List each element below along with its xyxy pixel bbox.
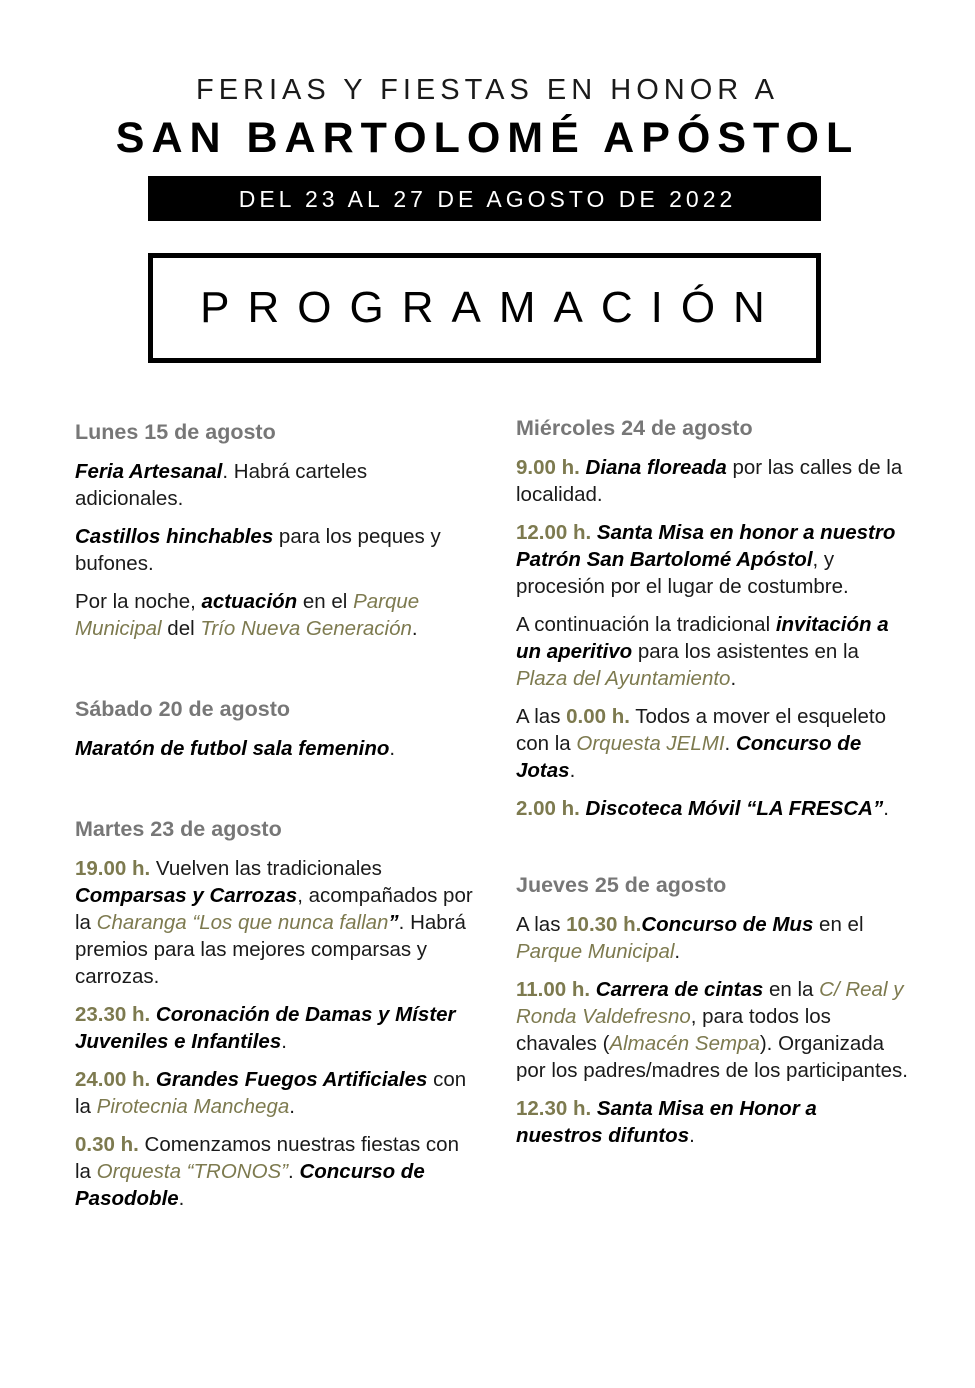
- day-heading-tuesday: Martes 23 de agosto: [75, 817, 282, 841]
- event-title: Concurso de Mus: [641, 913, 814, 936]
- event-actuacion: [75, 588, 475, 642]
- event-text: .: [411, 617, 418, 640]
- event-text: con la: [75, 1068, 467, 1118]
- event-time: 12.30 h.: [516, 1097, 592, 1120]
- event-text: A las: [516, 913, 567, 936]
- event-text: , acompañados por la: [75, 884, 473, 934]
- event-text: del: [161, 617, 201, 640]
- event-title: Discoteca Móvil “LA FRESCA”: [579, 797, 884, 820]
- event-text: . Habrá premios para las mejores comparsas y carrozas.: [75, 911, 466, 988]
- event-text: .: [178, 1187, 185, 1210]
- event-discoteca: [516, 795, 908, 822]
- event-aperitivo: [516, 611, 908, 692]
- event-diana: [516, 454, 908, 508]
- event-feria-artesanal: [75, 458, 475, 512]
- event-carrera-cintas: [516, 976, 908, 1084]
- event-text: en el: [297, 590, 354, 613]
- event-misa-difuntos: [516, 1095, 908, 1149]
- event-text: . Habrá carteles adicionales.: [75, 460, 368, 510]
- day-heading-saturday: Sábado 20 de agosto: [75, 697, 291, 721]
- page-title: SAN BARTOLOMÉ APÓSTOL: [115, 114, 860, 162]
- day-heading-wednesday: Miércoles 24 de agosto: [516, 416, 753, 440]
- event-text: Vuelven las tradicionales: [150, 857, 382, 880]
- event-text: en la: [763, 978, 820, 1001]
- event-performer: Orquesta “TRONOS”: [96, 1160, 289, 1183]
- event-text: ). Organizada por los padres/madres de los participantes.: [516, 1032, 908, 1082]
- event-performer: Orquesta JELMI: [576, 732, 725, 755]
- event-text: por las calles de la localidad.: [516, 456, 903, 506]
- event-time: 10.30 h.: [566, 913, 642, 936]
- event-text: .: [674, 940, 681, 963]
- event-performer: Pirotecnia Manchega: [96, 1095, 290, 1118]
- event-time: 23.30 h.: [75, 1003, 151, 1026]
- event-performer: Charanga “Los que nunca fallan: [96, 911, 389, 934]
- event-text: para los asistentes en la: [632, 640, 859, 663]
- event-title: invitación a un aperitivo: [516, 613, 889, 663]
- event-title: Santa Misa en honor a nuestro Patrón San Bartolomé Apóstol: [516, 521, 896, 571]
- event-title: Concurso de Pasodoble: [75, 1160, 425, 1210]
- event-title: Coronación de Damas y Míster Juveniles e Infantiles: [75, 1003, 456, 1053]
- event-time: 9.00 h.: [516, 456, 580, 479]
- day-heading-monday: Lunes 15 de agosto: [75, 420, 276, 444]
- event-place: Plaza del Ayuntamiento: [516, 667, 731, 690]
- event-time: 24.00 h.: [75, 1068, 151, 1091]
- event-time: 19.00 h.: [75, 857, 151, 880]
- event-title: Maratón de futbol sala femenino: [75, 737, 390, 760]
- event-concurso-mus: [516, 911, 908, 965]
- event-time: 0.30 h.: [75, 1133, 139, 1156]
- event-text: .: [730, 667, 737, 690]
- event-text: , para todos los chavales (: [516, 1005, 831, 1055]
- right-column: [516, 414, 908, 1160]
- event-title: Carrera de cintas: [590, 978, 764, 1001]
- event-text: Comenzamos nuestras fiestas con la: [75, 1133, 459, 1183]
- event-text: , y procesión por el lugar de costumbre.: [516, 548, 849, 598]
- event-place: C/ Real y Ronda Valdefresno: [516, 978, 904, 1028]
- left-column: [75, 418, 475, 1223]
- event-time: 0.00 h.: [566, 705, 630, 728]
- event-text: Todos a mover el esqueleto con la: [516, 705, 886, 755]
- event-text: A las: [516, 705, 567, 728]
- event-text: .: [569, 759, 576, 782]
- event-title: Grandes Fuegos Artificiales: [150, 1068, 428, 1091]
- event-place: Almacén Sempa: [609, 1032, 760, 1055]
- event-text: .: [289, 1095, 295, 1118]
- event-text: .: [724, 732, 736, 755]
- event-title: Diana floreada: [579, 456, 727, 479]
- event-text: en el: [813, 913, 864, 936]
- section-title-box: PROGRAMACIÓN: [148, 253, 821, 363]
- event-text: A continuación la tradicional: [516, 613, 776, 636]
- event-title: actuación: [201, 590, 298, 613]
- event-castillos: [75, 523, 475, 577]
- event-santa-misa: [516, 519, 908, 600]
- event-text: para los peques y bufones.: [75, 525, 441, 575]
- event-title: Castillos hinchables: [75, 525, 274, 548]
- event-text: Por la noche,: [75, 590, 202, 613]
- event-title: Santa Misa en Honor a nuestros difuntos: [516, 1097, 817, 1147]
- event-time: 12.00 h.: [516, 521, 592, 544]
- event-text: .: [883, 797, 889, 820]
- event-text: .: [689, 1124, 695, 1147]
- event-performer: Trío Nueva Generación: [200, 617, 412, 640]
- event-text: .: [288, 1160, 300, 1183]
- event-title: Comparsas y Carrozas: [75, 884, 298, 907]
- day-heading-thursday: Jueves 25 de agosto: [516, 873, 727, 897]
- event-fuegos: [75, 1066, 475, 1120]
- event-place: Parque Municipal: [75, 590, 420, 640]
- event-coronacion: [75, 1001, 475, 1055]
- event-title: Feria Artesanal: [75, 460, 223, 483]
- event-orquesta-tronos: [75, 1131, 475, 1212]
- event-time: 11.00 h.: [516, 978, 591, 1001]
- event-orquesta-jelmi: [516, 703, 908, 784]
- event-comparsas: [75, 855, 475, 990]
- event-title: Concurso de Jotas: [516, 732, 862, 782]
- event-place: Parque Municipal: [516, 940, 675, 963]
- event-maraton: [75, 735, 475, 762]
- event-text: ”: [388, 911, 399, 934]
- event-text: .: [389, 737, 396, 760]
- event-text: .: [281, 1030, 287, 1053]
- date-band: DEL 23 AL 27 DE AGOSTO DE 2022: [148, 176, 821, 221]
- event-time: 2.00 h.: [516, 797, 580, 820]
- header-kicker: FERIAS Y FIESTAS EN HONOR A: [196, 74, 779, 106]
